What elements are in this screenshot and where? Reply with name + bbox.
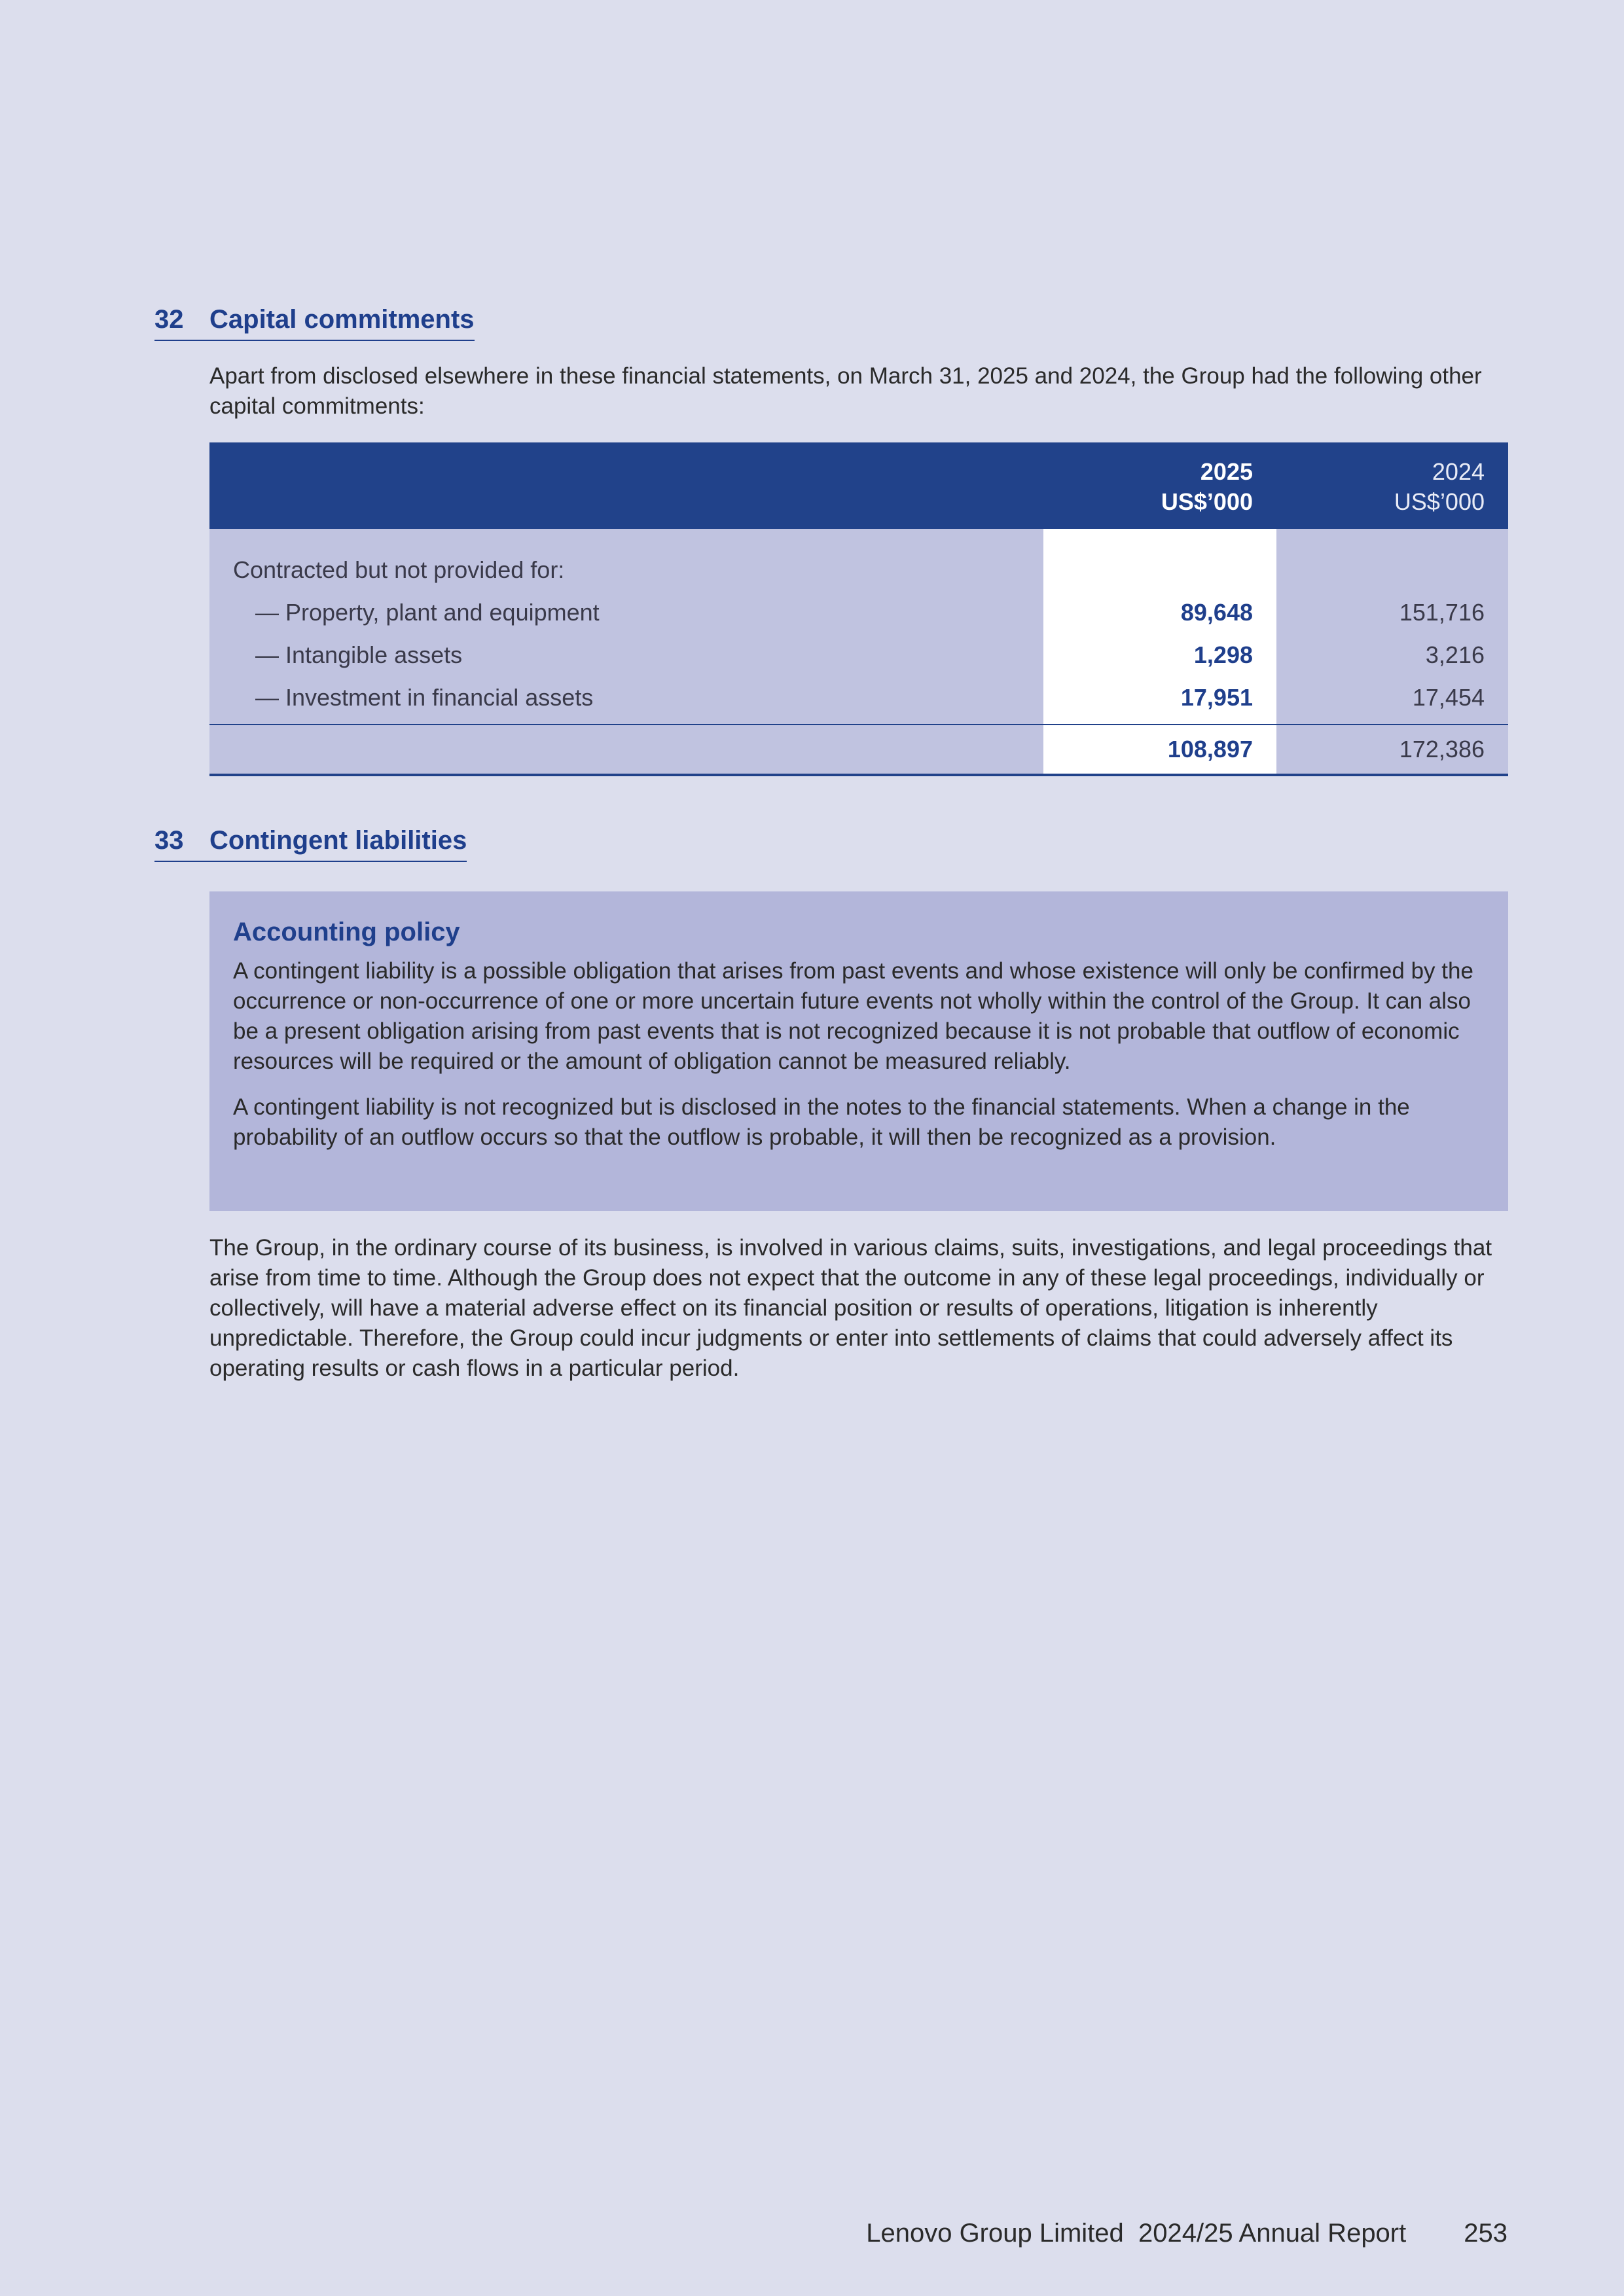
- section-33-number: 33: [154, 826, 184, 855]
- section-32-heading: [154, 305, 475, 341]
- table-header-row: [209, 442, 1508, 529]
- capital-commitments-table: [209, 442, 1508, 776]
- accounting-policy-title: Accounting policy: [233, 918, 460, 946]
- row-label: — Investment in financial assets: [209, 676, 1043, 725]
- table-row: [209, 591, 1508, 634]
- accounting-policy-paragraph-2: A contingent liability is not recognized but is disclosed in the notes to the financial statements. When a change in the probability of an outflow occurs so that the outflow is probable, it will then be recognized as a provision.: [233, 1094, 1410, 1150]
- section-33-heading: [154, 826, 467, 862]
- page-footer: [866, 2219, 1507, 2248]
- section-32-number: 32: [154, 305, 184, 334]
- row-value-2024: 151,716: [1276, 591, 1508, 634]
- total-label-cell: [209, 725, 1043, 775]
- row-value-2024: 3,216: [1276, 634, 1508, 676]
- contingent-liabilities-body: The Group, in the ordinary course of its business, is involved in various claims, suits, investigations, and legal proceedings that arise from time to time. Although the Group does not expect that the outcome in any of these legal proceedings, individually or collectively, will have a material adverse effect on its financial position or results of operations, litigation is inherently unpredictable. Therefore, the Group could incur judgments or enter into settlements of claims that could adversely affect its operating results or cash flows in a particular period.: [209, 1235, 1492, 1381]
- total-2024: 172,386: [1276, 725, 1508, 775]
- row-label: — Intangible assets: [209, 634, 1043, 676]
- table-total-row: [209, 725, 1508, 775]
- cell-empty-2025: [1043, 529, 1276, 591]
- capital-commitments-intro: Apart from disclosed elsewhere in these financial statements, on March 31, 2025 and 2024, the Group had the following other capital commitments:: [209, 363, 1482, 419]
- row-value-2025: 17,951: [1043, 676, 1276, 725]
- table-row: [209, 676, 1508, 725]
- header-label-cell: [209, 442, 1043, 529]
- row-value-2024: 17,454: [1276, 676, 1508, 725]
- header-2025: [1043, 442, 1276, 529]
- header-2025-unit: US$’000: [1161, 488, 1253, 515]
- report-title: Lenovo Group Limited 2024/25 Annual Report: [866, 2219, 1407, 2248]
- row-label: — Property, plant and equipment: [209, 591, 1043, 634]
- page-number: 253: [1464, 2219, 1507, 2248]
- header-2024: [1276, 442, 1508, 529]
- accounting-policy-box: [209, 891, 1508, 1211]
- header-2024-unit: US$’000: [1394, 488, 1485, 515]
- group-label: Contracted but not provided for:: [209, 529, 1043, 591]
- header-2024-year: 2024: [1432, 458, 1485, 485]
- table-row-group-label: [209, 529, 1508, 591]
- row-value-2025: 89,648: [1043, 591, 1276, 634]
- total-2025: 108,897: [1043, 725, 1276, 775]
- row-value-2025: 1,298: [1043, 634, 1276, 676]
- section-32-title: Capital commitments: [209, 305, 475, 334]
- table-row: [209, 634, 1508, 676]
- accounting-policy-paragraph-1: A contingent liability is a possible obligation that arises from past events and whose existence will only be confirmed by the occurrence or non-occurrence of one or more uncertain future events not wholly within the control of the Group. It can also be a present obligation arising from past events that is not recognized because it is not probable that outflow of economic resources will be required or the amount of obligation cannot be measured reliably.: [233, 958, 1473, 1074]
- header-2025-year: 2025: [1200, 458, 1253, 485]
- cell-empty-2024: [1276, 529, 1508, 591]
- section-33-title: Contingent liabilities: [209, 826, 467, 855]
